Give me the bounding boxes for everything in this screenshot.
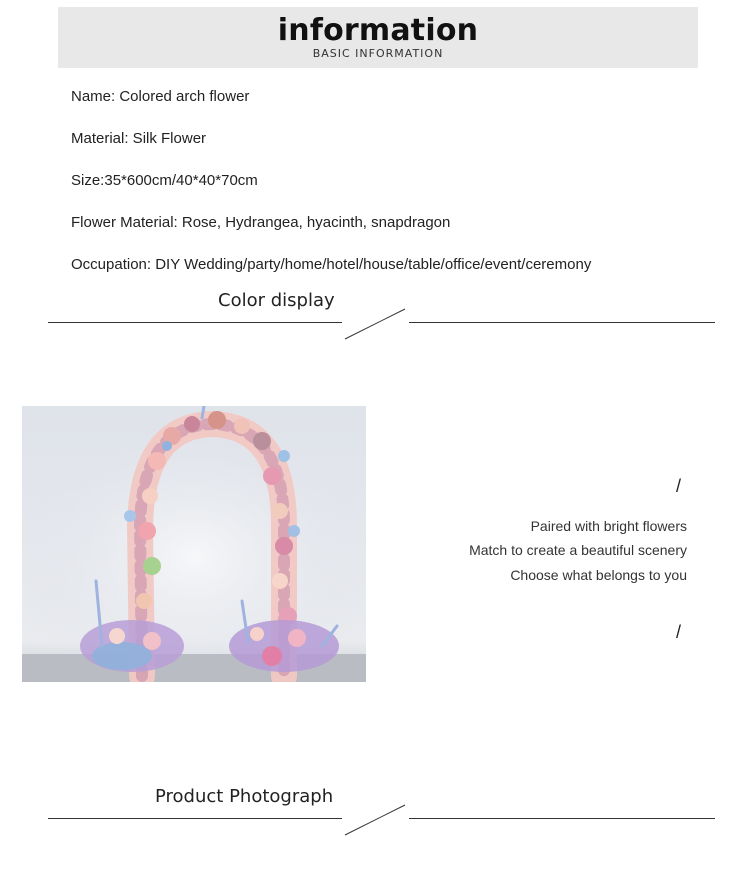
slash-mark-bottom: /	[676, 622, 682, 642]
tagline-3: Choose what belongs to you	[510, 567, 687, 583]
tagline-2: Match to create a beautiful scenery	[469, 542, 687, 558]
divider-slash-icon-2	[342, 802, 408, 838]
header-band	[58, 7, 698, 68]
divider-slash-icon	[342, 306, 408, 342]
info-size: Size:35*600cm/40*40*70cm	[71, 172, 258, 189]
divider-line-left	[48, 322, 342, 323]
divider-line-right	[409, 322, 715, 323]
info-occupation: Occupation: DIY Wedding/party/home/hotel/house/table/office/event/ceremony	[71, 256, 592, 273]
page-subtitle: BASIC INFORMATION	[312, 47, 444, 60]
slash-mark-top: /	[676, 476, 682, 496]
info-material: Material: Silk Flower	[71, 130, 207, 147]
info-flower-material: Flower Material: Rose, Hydrangea, hyacinth, snapdragon	[71, 214, 451, 231]
section-title-color-display: Color display	[218, 290, 335, 311]
info-name: Name: Colored arch flower	[71, 88, 250, 105]
arch-flower-photo	[22, 406, 366, 682]
divider-line-left-2	[48, 818, 342, 819]
divider-line-right-2	[409, 818, 715, 819]
page-title: information	[277, 13, 479, 48]
tagline-1: Paired with bright flowers	[530, 518, 687, 534]
section-title-product-photograph: Product Photograph	[155, 786, 334, 807]
